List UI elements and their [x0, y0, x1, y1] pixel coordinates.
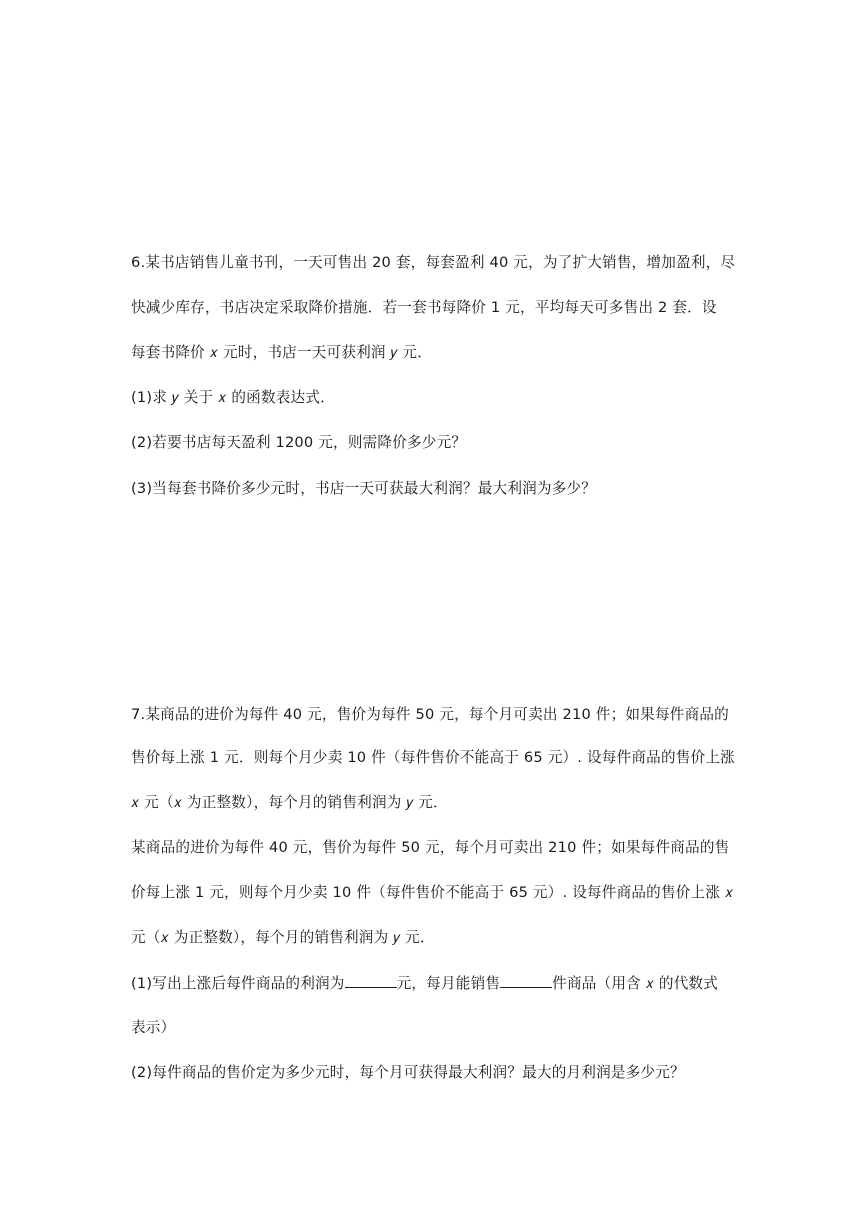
problem6-question3: (3)当每套书降价多少元时，书店一天可获最大利润？最大利润为多少？ [131, 480, 597, 497]
problem6-line3: 每套书降价 𝑥 元时，书店一天可获利润 𝑦 元． [131, 344, 432, 361]
answer-blank-profit[interactable] [345, 973, 397, 988]
problem6-line2: 快减少库存，书店决定采取降价措施．若一套书每降价 1 元，平均每天可多售出 2 套．设 [131, 299, 717, 316]
problem7-line2: 售价每上涨 1 元．则每个月少卖 10 件（每件售价不能高于 65 元）. 设每件商品的售价上涨 [131, 749, 735, 766]
q1-text-part2: 元，每月能销售 [396, 975, 501, 992]
problem7-line6: 元（𝑥 为正整数），每个月的销售利润为 𝑦 元． [131, 929, 435, 946]
q1-text-part1: (1)写出上涨后每件商品的利润为 [131, 975, 345, 992]
problem7-line3: 𝑥 元（𝑥 为正整数），每个月的销售利润为 𝑦 元． [131, 794, 448, 811]
problem6-line1: 6.某书店销售儿童书刊，一天可售出 20 套，每套盈利 40 元，为了扩大销售，增加盈利，尽 [131, 254, 736, 271]
answer-blank-quantity[interactable] [500, 973, 552, 988]
problem7-question1-continued: 表示） [131, 1019, 176, 1036]
problem7-line4: 某商品的进价为每件 40 元，售价为每件 50 元，每个月可卖出 210 件；如果每件商品的售 [131, 839, 730, 856]
q1-text-part3: 件商品（用含 𝑥 的代数式 [552, 975, 719, 992]
problem7-question1 [131, 973, 741, 994]
problem7-line5: 价每上涨 1 元，则每个月少卖 10 件（每件售价不能高于 65 元）. 设每件商品的售价上涨 𝑥 [131, 884, 734, 901]
problem6-question1: (1)求 𝑦 关于 𝑥 的函数表达式． [131, 389, 335, 406]
problem7-question2: (2)每件商品的售价定为多少元时，每个月可获得最大利润？最大的月利润是多少元？ [131, 1064, 685, 1081]
problem7-line1: 7.某商品的进价为每件 40 元，售价为每件 50 元，每个月可卖出 210 件；如果每件商品的 [131, 706, 729, 723]
problem6-question2: (2)若要书店每天盈利 1200 元，则需降价多少元？ [131, 434, 467, 451]
